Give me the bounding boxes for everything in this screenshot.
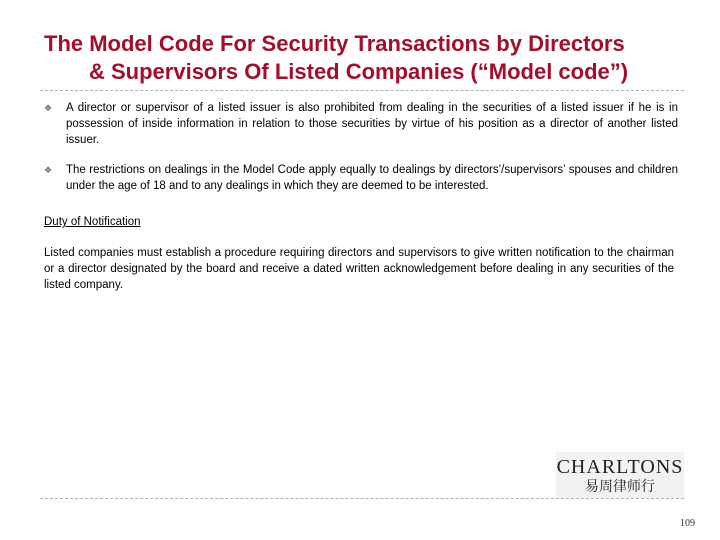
bullet-icon: ❖ — [44, 165, 53, 175]
bullet-item — [44, 162, 678, 194]
bullet-list — [44, 100, 678, 208]
logo-text-en: CHARLTONS — [556, 456, 684, 478]
bullet-text: The restrictions on dealings in the Model Code apply equally to dealings by directors’/supervisors’ spouses and children under the age of 18 and to any dealings in which they are deemed to be interested. — [66, 164, 678, 192]
bottom-divider — [40, 498, 684, 499]
bullet-icon: ❖ — [44, 103, 53, 113]
bullet-text: A director or supervisor of a listed issuer is also prohibited from dealing in the securities of a listed issuer if he is in possession of inside information in relation to those securities by virtue of his position as a director of another listed issuer. — [66, 102, 678, 146]
slide-title — [40, 30, 690, 86]
body-paragraph: Listed companies must establish a procedure requiring directors and supervisors to give written notification to the chairman or a director designated by the board and receive a dated written acknowledgement before dealing in any securities of the listed company. — [44, 247, 674, 291]
slide-title-line-2: & Supervisors Of Listed Companies (“Model code”) — [89, 59, 629, 84]
charltons-logo — [556, 452, 684, 498]
logo-text-zh: 易周律师行 — [585, 479, 655, 495]
slide-title-line-1: The Model Code For Security Transactions by Directors — [44, 31, 625, 56]
top-divider — [40, 90, 684, 91]
section-heading: Duty of Notification — [44, 216, 141, 228]
bullet-item — [44, 100, 678, 148]
page-number: 109 — [680, 518, 695, 529]
